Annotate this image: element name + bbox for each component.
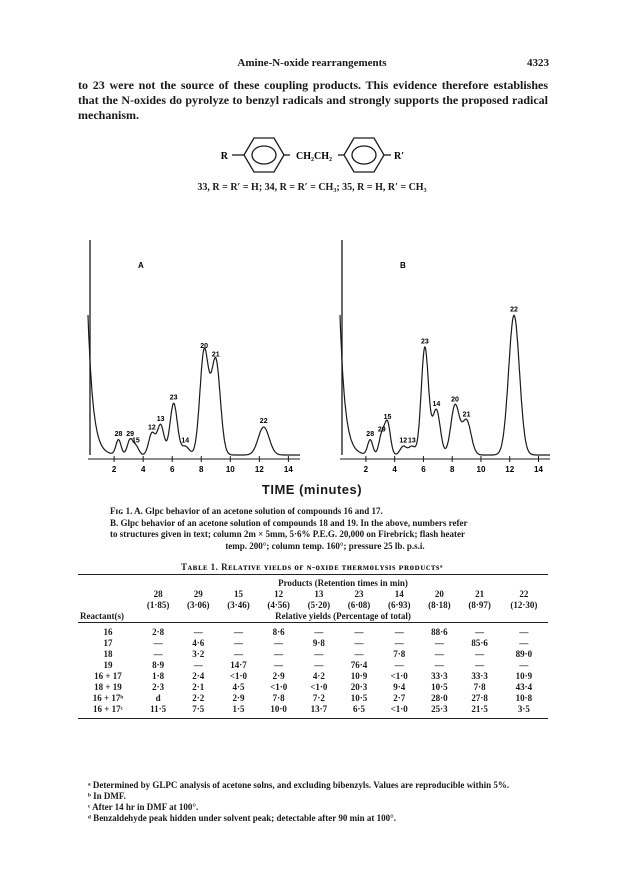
caption-line: Fɪɢ 1. A. Glpc behavior of an acetone solution of compounds 16 and 17. <box>110 506 383 516</box>
yield-cell: <1·0 <box>270 682 288 692</box>
yield-cell: 4·5 <box>232 682 245 692</box>
table-footnotes <box>80 780 550 824</box>
yield-cell: — <box>354 638 364 648</box>
yield-cell: 9·4 <box>393 682 406 692</box>
yield-cell: 1·8 <box>152 671 165 681</box>
peak-label: 28 <box>366 430 375 438</box>
reactant-cell: 16 <box>103 627 113 637</box>
yield-cell: 2·7 <box>393 693 406 703</box>
retention-time: (5·20) <box>307 600 331 610</box>
yield-cell: — <box>519 660 529 670</box>
yield-cell: 2·4 <box>192 671 205 681</box>
tick-label: 8 <box>449 465 455 474</box>
chromatogram-panel-a <box>88 240 300 474</box>
compound-header: 12 <box>274 589 284 599</box>
reactant-cell: 16 + 17 <box>94 671 122 681</box>
yield-cell: 13·7 <box>310 704 328 714</box>
yield-cell: — <box>274 638 284 648</box>
yield-cell: 2·9 <box>232 693 245 703</box>
yield-cell: — <box>153 638 163 648</box>
yield-cell: 33·3 <box>431 671 448 681</box>
ethylene-bridge: CH₂CH₂ <box>296 151 332 162</box>
retention-time: (1·85) <box>146 600 170 610</box>
yield-cell: — <box>314 649 324 659</box>
yield-cell: — <box>434 638 444 648</box>
yield-cell: 88·6 <box>431 627 448 637</box>
caption-line: to structures given in text; column 2m × 5mm, 5·6% P.E.G. 20,000 on Firebrick; flash heater <box>110 529 465 539</box>
tick-label: 4 <box>140 465 146 474</box>
table-row <box>78 693 548 704</box>
yield-cell: — <box>274 649 284 659</box>
yield-cell: 2·8 <box>152 627 165 637</box>
peak-label: 22 <box>259 418 268 426</box>
yields-table <box>78 574 548 719</box>
peak-label: 29 <box>126 430 135 438</box>
yield-cell: d <box>155 693 161 703</box>
peak-label: 21 <box>462 411 471 419</box>
yield-cell: — <box>314 627 324 637</box>
yield-cell: — <box>354 627 364 637</box>
yield-cell: 9·8 <box>312 638 325 648</box>
yield-cell: 7·8 <box>393 649 406 659</box>
running-head: Amine-N-oxide rearrangements <box>237 57 387 69</box>
yield-cell: 7·2 <box>312 693 325 703</box>
footnote: ᶜ After 14 hr in DMF at 100°. <box>88 802 199 812</box>
retention-time: (4·56) <box>267 600 290 610</box>
compound-definitions: 33, R = R′ = H; 34, R = R′ = CH₃; 35, R = H, R′ = CH₃ <box>197 182 427 193</box>
yield-cell: 25·3 <box>431 704 448 714</box>
peak-label: 12 <box>399 437 408 445</box>
compound-header: 15 <box>233 589 243 599</box>
yield-cell: 3·2 <box>192 649 205 659</box>
yield-cell: 33·3 <box>471 671 488 681</box>
compound-header: 21 <box>475 589 485 599</box>
yield-cell: <1·0 <box>229 671 248 681</box>
peak-label: 23 <box>169 394 178 402</box>
yield-cell: — <box>193 660 203 670</box>
yield-cell: 11·5 <box>150 704 167 714</box>
yield-cell: — <box>314 660 324 670</box>
reactant-cell: 16 + 17ᶜ <box>93 704 123 714</box>
tick-label: 8 <box>199 465 204 474</box>
yield-cell: 7·8 <box>272 693 285 703</box>
yield-cell: — <box>434 660 444 670</box>
table-row <box>78 627 548 638</box>
tick-label: 10 <box>225 465 235 474</box>
footnote: ᵇ In DMF. <box>88 791 126 801</box>
caption-line: temp. 200°; column temp. 160°; pressure 25 lb. p.s.i. <box>225 540 425 551</box>
footnote: ᵈ Benzaldehyde peak hidden under solvent peak; detectable after 90 min at 100°. <box>88 813 396 823</box>
yield-header: Relative yields (Percentage of total) <box>138 611 548 623</box>
yield-cell: — <box>233 627 243 637</box>
peak-label: 15 <box>383 413 392 421</box>
peak-label: 14 <box>432 400 441 408</box>
yield-cell: 8·6 <box>272 627 285 637</box>
peak-label: 13 <box>408 437 416 445</box>
time-axis-label: TIME (minutes) <box>261 482 363 497</box>
retention-time: (3·06) <box>187 600 210 610</box>
yield-cell: — <box>274 660 284 670</box>
table-row <box>78 638 548 649</box>
yield-cell: — <box>434 649 444 659</box>
peak-label: 28 <box>114 430 123 438</box>
yield-cell: 8·9 <box>152 660 165 670</box>
yield-cell: 7·5 <box>192 704 205 714</box>
yield-cell: <1·0 <box>390 704 408 714</box>
peak-label: 15 <box>132 437 140 445</box>
yield-cell: 10·9 <box>515 671 533 681</box>
peak-label: 22 <box>510 306 518 314</box>
yield-cell: 27·8 <box>471 693 488 703</box>
yield-cell: 2·2 <box>192 693 205 703</box>
panel-a-label: A <box>138 261 144 270</box>
chromatogram-panel-b <box>340 240 550 474</box>
peak-label: 20 <box>451 396 459 404</box>
yield-cell: 2·1 <box>192 682 205 692</box>
products-group-header: Products (Retention times in min) <box>278 578 408 588</box>
retention-time: (6·93) <box>387 600 411 610</box>
yield-cell: 89·0 <box>515 649 533 659</box>
yield-cell: 6·5 <box>353 704 366 714</box>
peak-label: 12 <box>147 424 156 432</box>
yield-cell: — <box>475 627 485 637</box>
peak-label: 13 <box>156 415 165 423</box>
chromatogram-figure <box>70 230 560 480</box>
yield-cell: — <box>193 627 203 637</box>
tick-label: 6 <box>421 465 426 474</box>
yield-cell: — <box>475 660 485 670</box>
yield-cell: — <box>394 638 404 648</box>
caption-line: B. Glpc behavior of an acetone solution of compounds 18 and 19. In the above, numbers refer <box>110 517 468 528</box>
reactant-cell: 17 <box>103 638 113 648</box>
yield-cell: 4·2 <box>312 671 325 681</box>
retention-time: (6·08) <box>347 600 371 610</box>
yield-cell: — <box>519 627 529 637</box>
page-number: 4323 <box>527 57 549 69</box>
yield-cell: 43·4 <box>515 682 533 692</box>
yield-cell: 20·3 <box>350 682 368 692</box>
yield-cell: 10·0 <box>270 704 287 714</box>
reactant-cell: 16 + 17ᵇ <box>92 693 124 703</box>
yield-cell: <1·0 <box>390 671 408 681</box>
yield-cell: 10·8 <box>515 693 533 703</box>
compound-header: 28 <box>153 589 163 599</box>
yield-cell: 85·6 <box>471 638 488 648</box>
yield-cell: — <box>394 660 404 670</box>
retention-time: (12·30) <box>510 600 538 610</box>
yield-cell: 10·5 <box>350 693 368 703</box>
yield-cell: 2·3 <box>152 682 165 692</box>
peak-label: 14 <box>181 437 190 445</box>
tick-label: 12 <box>254 465 264 474</box>
yield-cell: 4·6 <box>192 638 205 648</box>
reactant-cell: 19 <box>103 660 113 670</box>
bibenzyl-structure <box>210 130 430 180</box>
table-row <box>78 704 548 715</box>
table-row <box>78 671 548 682</box>
yield-cell: — <box>354 649 364 659</box>
tick-label: 14 <box>534 465 543 474</box>
tick-label: 12 <box>505 465 515 474</box>
table-title: Tᴀʙʟᴇ 1. Rᴇʟᴀᴛɪᴠᴇ ʏɪᴇʟᴅs ᴏғ ɴ-ᴏxɪᴅᴇ ᴛʜᴇʀᴍᴏʟʏsɪs ᴘʀᴏᴅᴜᴄᴛsᵃ <box>180 562 444 572</box>
peak-label: 21 <box>211 351 220 359</box>
reactant-cell: 18 <box>103 649 113 659</box>
tick-label: 14 <box>283 465 293 474</box>
figure-caption <box>110 506 540 552</box>
compound-header: 29 <box>193 589 203 599</box>
retention-time: (8·97) <box>468 600 491 610</box>
body-paragraph: to 23 were not the source of these coupling products. This evidence therefore establishes that the N-oxides do pyrolyze to benzyl radicals and strongly supports the proposed radical mechanism. <box>78 78 548 122</box>
reactant-header: Reactant(s) <box>78 611 138 623</box>
right-substituent: R′ <box>394 151 405 162</box>
reactant-cell: 18 + 19 <box>94 682 122 692</box>
compound-header: 14 <box>394 589 404 599</box>
left-benzene-ring <box>244 138 284 172</box>
yield-cell: 10·9 <box>350 671 368 681</box>
yield-cell: <1·0 <box>310 682 328 692</box>
panel-b-label: B <box>400 261 406 270</box>
right-benzene-ring <box>344 138 384 172</box>
peak-label: 29 <box>377 426 386 434</box>
footnote: ᵃ Determined by GLPC analysis of acetone solns, and excluding bibenzyls. Values are reproducible within 5%. <box>88 780 510 790</box>
peak-label: 23 <box>420 338 429 346</box>
tick-label: 2 <box>111 465 117 474</box>
yield-cell: — <box>475 649 485 659</box>
yield-cell: 76·4 <box>350 660 368 670</box>
yield-cell: — <box>394 627 404 637</box>
left-substituent: R <box>220 151 228 162</box>
table-row <box>78 682 548 693</box>
yield-cell: 2·9 <box>272 671 285 681</box>
tick-label: 4 <box>392 465 397 474</box>
compound-header: 13 <box>314 589 324 599</box>
yield-cell: — <box>233 638 243 648</box>
compound-header: 22 <box>519 589 529 599</box>
yield-cell: — <box>233 649 243 659</box>
yield-cell: 7·8 <box>473 682 486 692</box>
table-row <box>78 660 548 671</box>
yield-cell: 1·5 <box>232 704 245 714</box>
tick-label: 2 <box>363 465 369 474</box>
yield-cell: — <box>519 638 529 648</box>
tick-label: 6 <box>169 465 175 474</box>
compound-header: 20 <box>434 589 444 599</box>
retention-time: (8·18) <box>428 600 451 610</box>
yield-cell: 14·7 <box>230 660 247 670</box>
yield-cell: 3·5 <box>517 704 530 714</box>
yield-cell: — <box>153 649 163 659</box>
compound-header: 23 <box>354 589 364 599</box>
table-row <box>78 649 548 660</box>
peak-label: 20 <box>200 342 209 350</box>
yield-cell: 10·5 <box>431 682 448 692</box>
retention-time: (3·46) <box>227 600 250 610</box>
tick-label: 10 <box>476 465 486 474</box>
yield-cell: 21·5 <box>471 704 488 714</box>
yield-cell: 28·0 <box>431 693 448 703</box>
